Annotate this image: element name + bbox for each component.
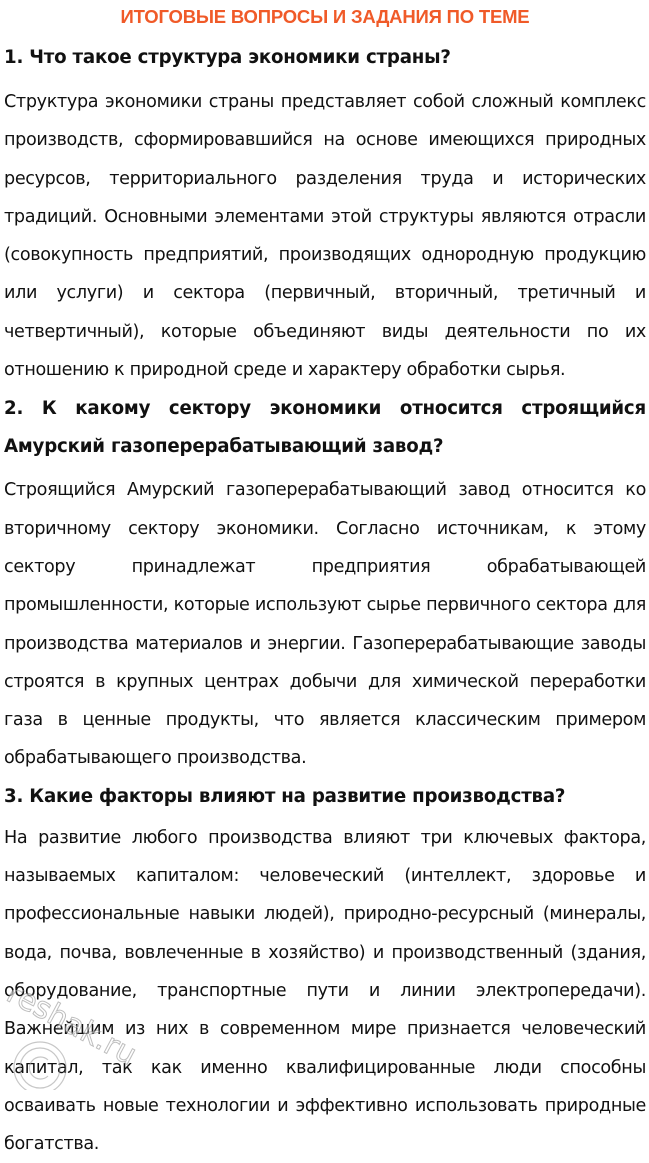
question-block-3	[4, 778, 646, 1163]
question-block-1	[4, 39, 646, 389]
answer-2-text: Строящийся Амурский газоперерабатывающий завод относится ко вторичному сектору экономики. Согласно источникам, к этому сектору принадлежат предприятия обрабатывающей промышленности, которые используют сырье первичного сектора для производства материалов и энергии. Газоперерабатывающие заводы строятся в крупных центрах добычи для химической переработки газа в ценные продукты, что является классическим примером обрабатывающего производства.	[4, 480, 646, 769]
question-3-heading: 3. Какие факторы влияют на развитие производства?	[4, 785, 566, 807]
question-2-heading: 2. К какому сектору экономики относится строящийся Амурский газоперерабатывающий завод?	[4, 398, 646, 458]
answer-1-text: Структура экономики страны представляет собой сложный комплекс производств, сформировавшийся на основе имеющихся природных ресурсов, территориального разделения труда и исторических традиций. Основными элементами этой структуры являются отрасли (совокупность предприятий, производящих однородную продукцию или услуги) и сектора (первичный, вторичный, третичный и четвертичный), которые объединяют виды деятельности по их отношению к природной среде и характеру обработки сырья.	[4, 92, 646, 381]
answer-3-text: На развитие любого производства влияют три ключевых фактора, называемых капиталом: человеческий (интеллект, здоровье и профессиональные навыки людей), природно-ресурсный (минералы, вода, почва, вовлеченные в хозяйство) и производственный (здания, оборудование, транспортные пути и линии электропередачи). Важнейшим из них в современном мире признается человеческий капитал, так как именно квалифицированные люди способны осваивать новые технологии и эффективно использовать природные богатства.	[4, 827, 646, 1155]
section-title: ИТОГОВЫЕ ВОПРОСЫ И ЗАДАНИЯ ПО ТЕМЕ	[120, 6, 530, 27]
question-1-heading: 1. Что такое структура экономики страны?	[4, 47, 451, 68]
svg-text:reshak.ru: reshak.ru	[2, 990, 143, 1073]
question-block-2	[4, 390, 646, 777]
